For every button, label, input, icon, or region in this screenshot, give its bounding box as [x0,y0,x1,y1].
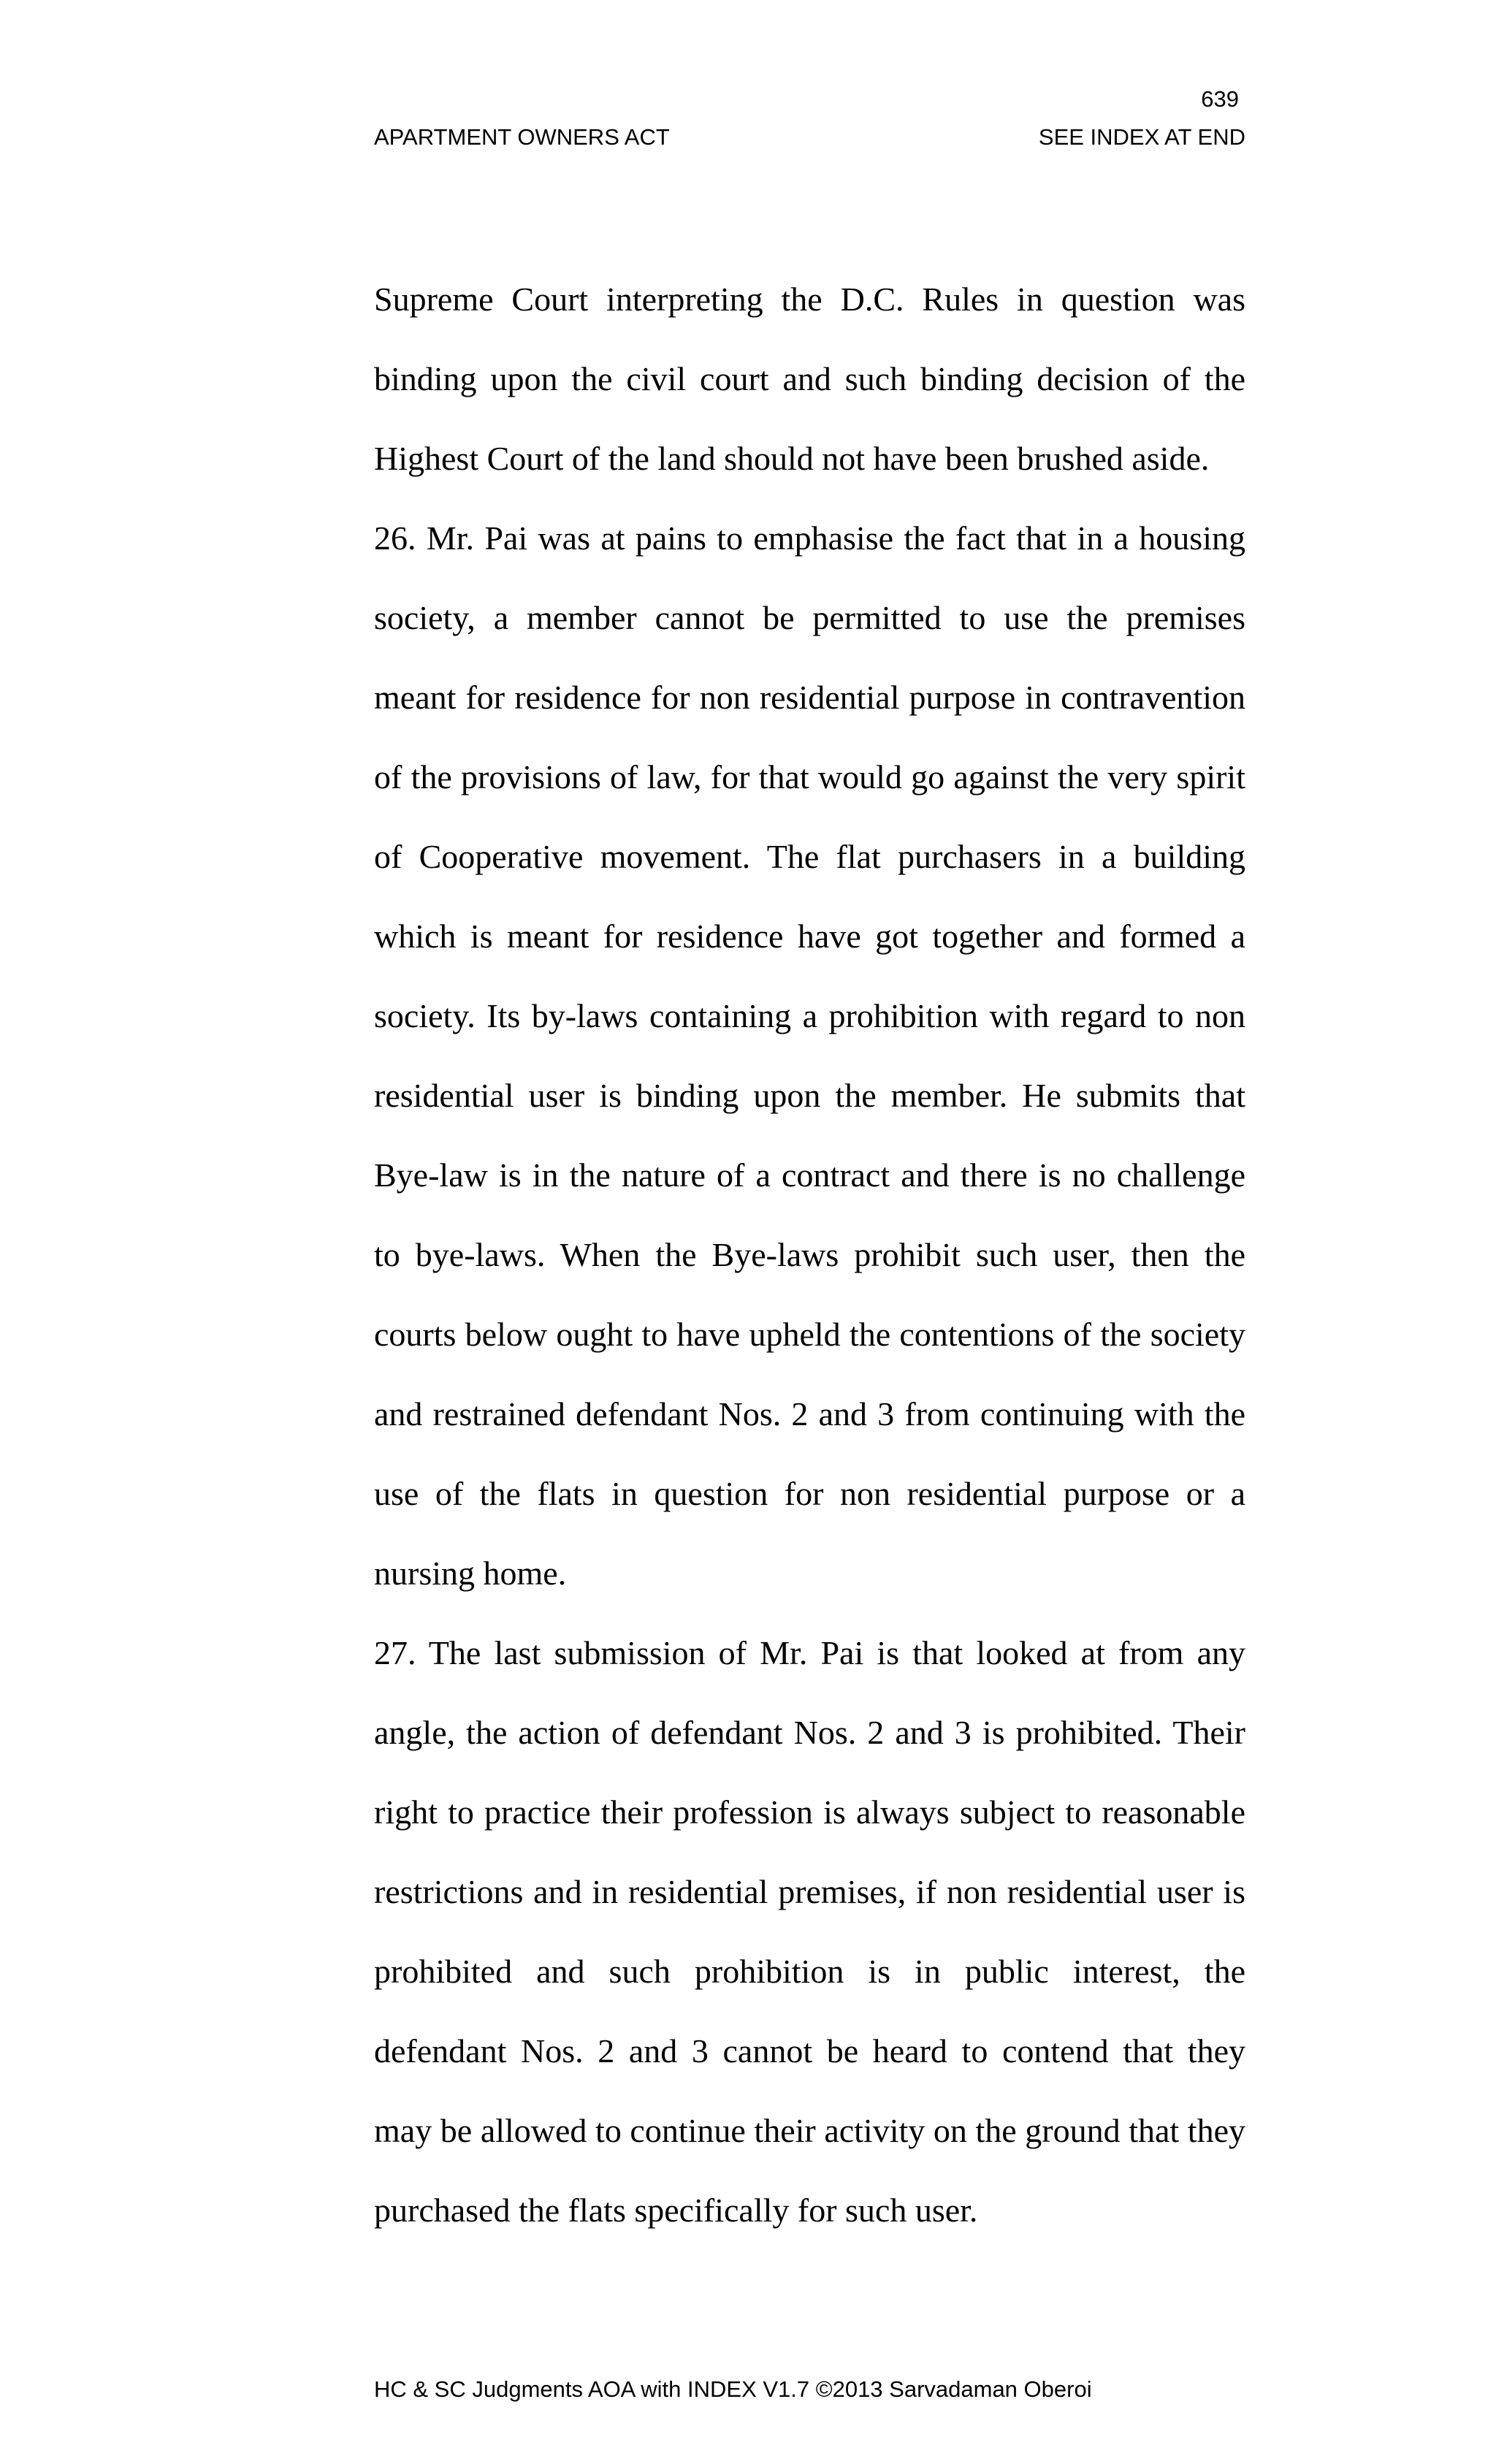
paragraph-continuation: Supreme Court interpreting the D.C. Rules in question was binding upon the civil court and such binding decision of the Highest Court of the land should not have been brushed aside. [374,281,1245,477]
page-number: 639 [1201,86,1239,112]
header-right-note: SEE INDEX AT END [1038,124,1245,150]
page-footer: HC & SC Judgments AOA with INDEX V1.7 ©2013 Sarvadaman Oberoi [374,2376,1092,2402]
paragraph-27: 27. The last submission of Mr. Pai is that looked at from any angle, the action of defendant Nos. 2 and 3 is prohibited. Their right to practice their profession is always subject to reasonable restrictions and in residential premises, if non residential user is prohibited and such prohibition is in public interest, the defendant Nos. 2 and 3 cannot be heard to contend that they may be allowed to continue their activity on the ground that they purchased the flats specifically for such user. [374,1634,1245,2229]
document-body [374,259,1245,2250]
header-left-title: APARTMENT OWNERS ACT [374,124,670,150]
paragraph-26: 26. Mr. Pai was at pains to emphasise the fact that in a housing society, a member cannot be permitted to use the premises meant for residence for non residential purpose in contravention of the provisions of law, for that would go against the very spirit of Cooperative movement. The flat purchasers in a building which is meant for residence have got together and formed a society. Its by-laws containing a prohibition with regard to non residential user is binding upon the member. He submits that Bye-law is in the nature of a contract and there is no challenge to bye-laws. When the Bye-laws prohibit such user, then the courts below ought to have upheld the contentions of the society and restrained defendant Nos. 2 and 3 from continuing with the use of the flats in question for non residential purpose or a nursing home. [374,519,1245,1592]
running-header [374,126,1245,148]
